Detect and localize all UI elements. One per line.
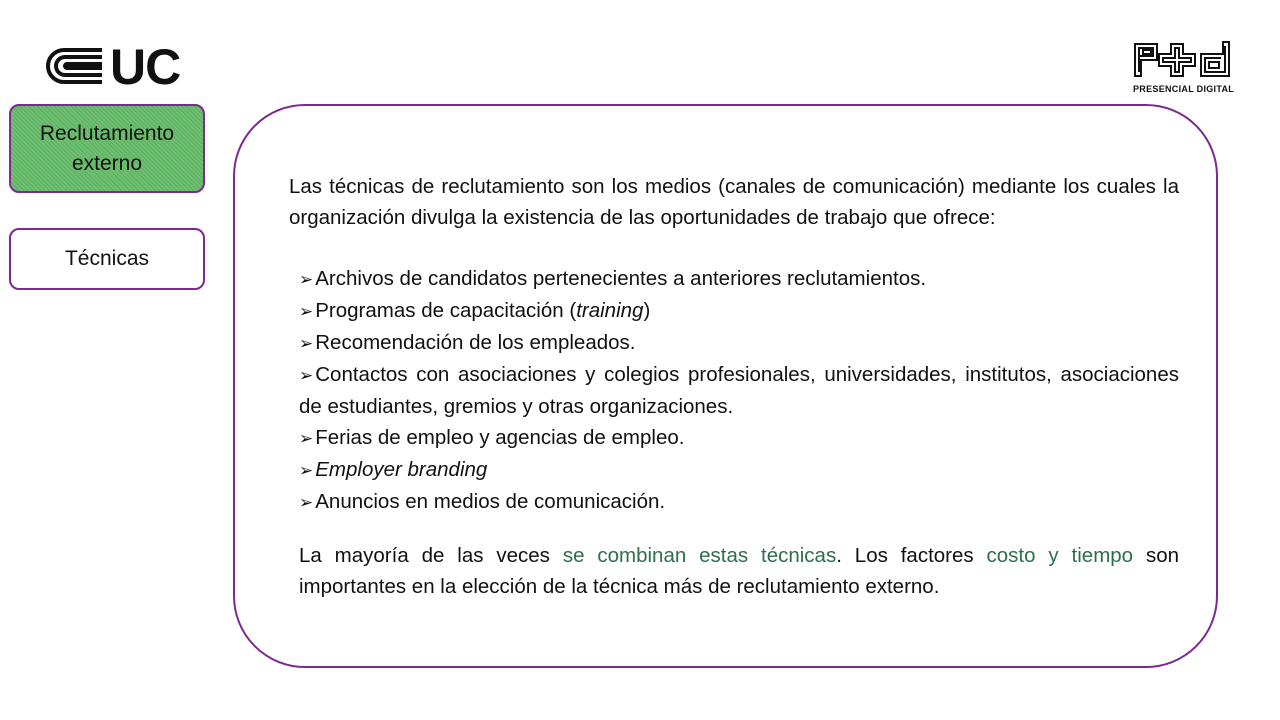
ptd-logo [1133,40,1237,98]
arrow-bullet-icon: ➢ [299,429,314,448]
list-item-emphasis: Employer branding [315,458,488,481]
list-item [299,422,1179,454]
list-item [299,454,1179,486]
closing-highlight: se combinan estas técnicas [562,544,837,567]
sidebar-item-label-line2: externo [71,151,143,175]
uc-logo-text: UC [110,39,181,95]
list-item [299,295,1179,327]
sidebar-item-label [40,119,174,179]
uc-logo [46,39,188,95]
closing-paragraph [299,540,1179,602]
list-item [299,359,1179,422]
closing-text: son importantes en la elección de la técnica más de reclutamiento externo. [299,544,1180,598]
techniques-list [299,263,1179,518]
intro-paragraph: Las técnicas de reclutamiento son los medios (canales de comunicación) mediante los cuales la organización divulga la existencia de las oportunidades de trabajo que ofrece: [289,175,1179,229]
sidebar-item-label-line1: Reclutamiento [39,121,175,145]
arrow-bullet-icon: ➢ [299,334,314,353]
list-item-text: Programas de capacitación ( [315,299,577,322]
list-item-text: ) [643,299,651,322]
list-item-text: Recomendación de los empleados. [315,331,636,354]
list-item-text: Ferias de empleo y agencias de empleo. [315,426,685,449]
arrow-bullet-icon: ➢ [299,302,314,321]
list-item-emphasis: training [576,299,644,322]
arrow-bullet-icon: ➢ [299,366,314,385]
sidebar-item-label: Técnicas [64,247,150,270]
list-item [299,486,1179,518]
list-item-text: Anuncios en medios de comunicación. [315,490,666,513]
list-item [299,327,1179,359]
ptd-mark-icon [1133,40,1237,80]
list-item-text: Archivos de candidatos pertenecientes a anteriores reclutamientos. [315,267,927,290]
arrow-bullet-icon: ➢ [299,270,314,289]
sidebar-item-tecnicas[interactable] [9,228,205,290]
arrow-bullet-icon: ➢ [299,493,314,512]
closing-highlight: costo y tiempo [986,544,1134,567]
list-item-text: Contactos con asociaciones y colegios profesionales, universidades, institutos, asociaciones de estudiantes, gremios y otras organizaciones. [299,363,1179,418]
sidebar-item-reclutamiento-externo[interactable] [9,104,205,193]
ptd-logo-caption: PRESENCIAL DIGITAL [1133,84,1235,94]
arrow-bullet-icon: ➢ [299,461,314,480]
closing-text: . Los factores [836,544,987,567]
list-item [299,263,1179,295]
uc-emblem-icon [46,46,106,86]
closing-text: La mayoría de las veces [299,544,563,567]
